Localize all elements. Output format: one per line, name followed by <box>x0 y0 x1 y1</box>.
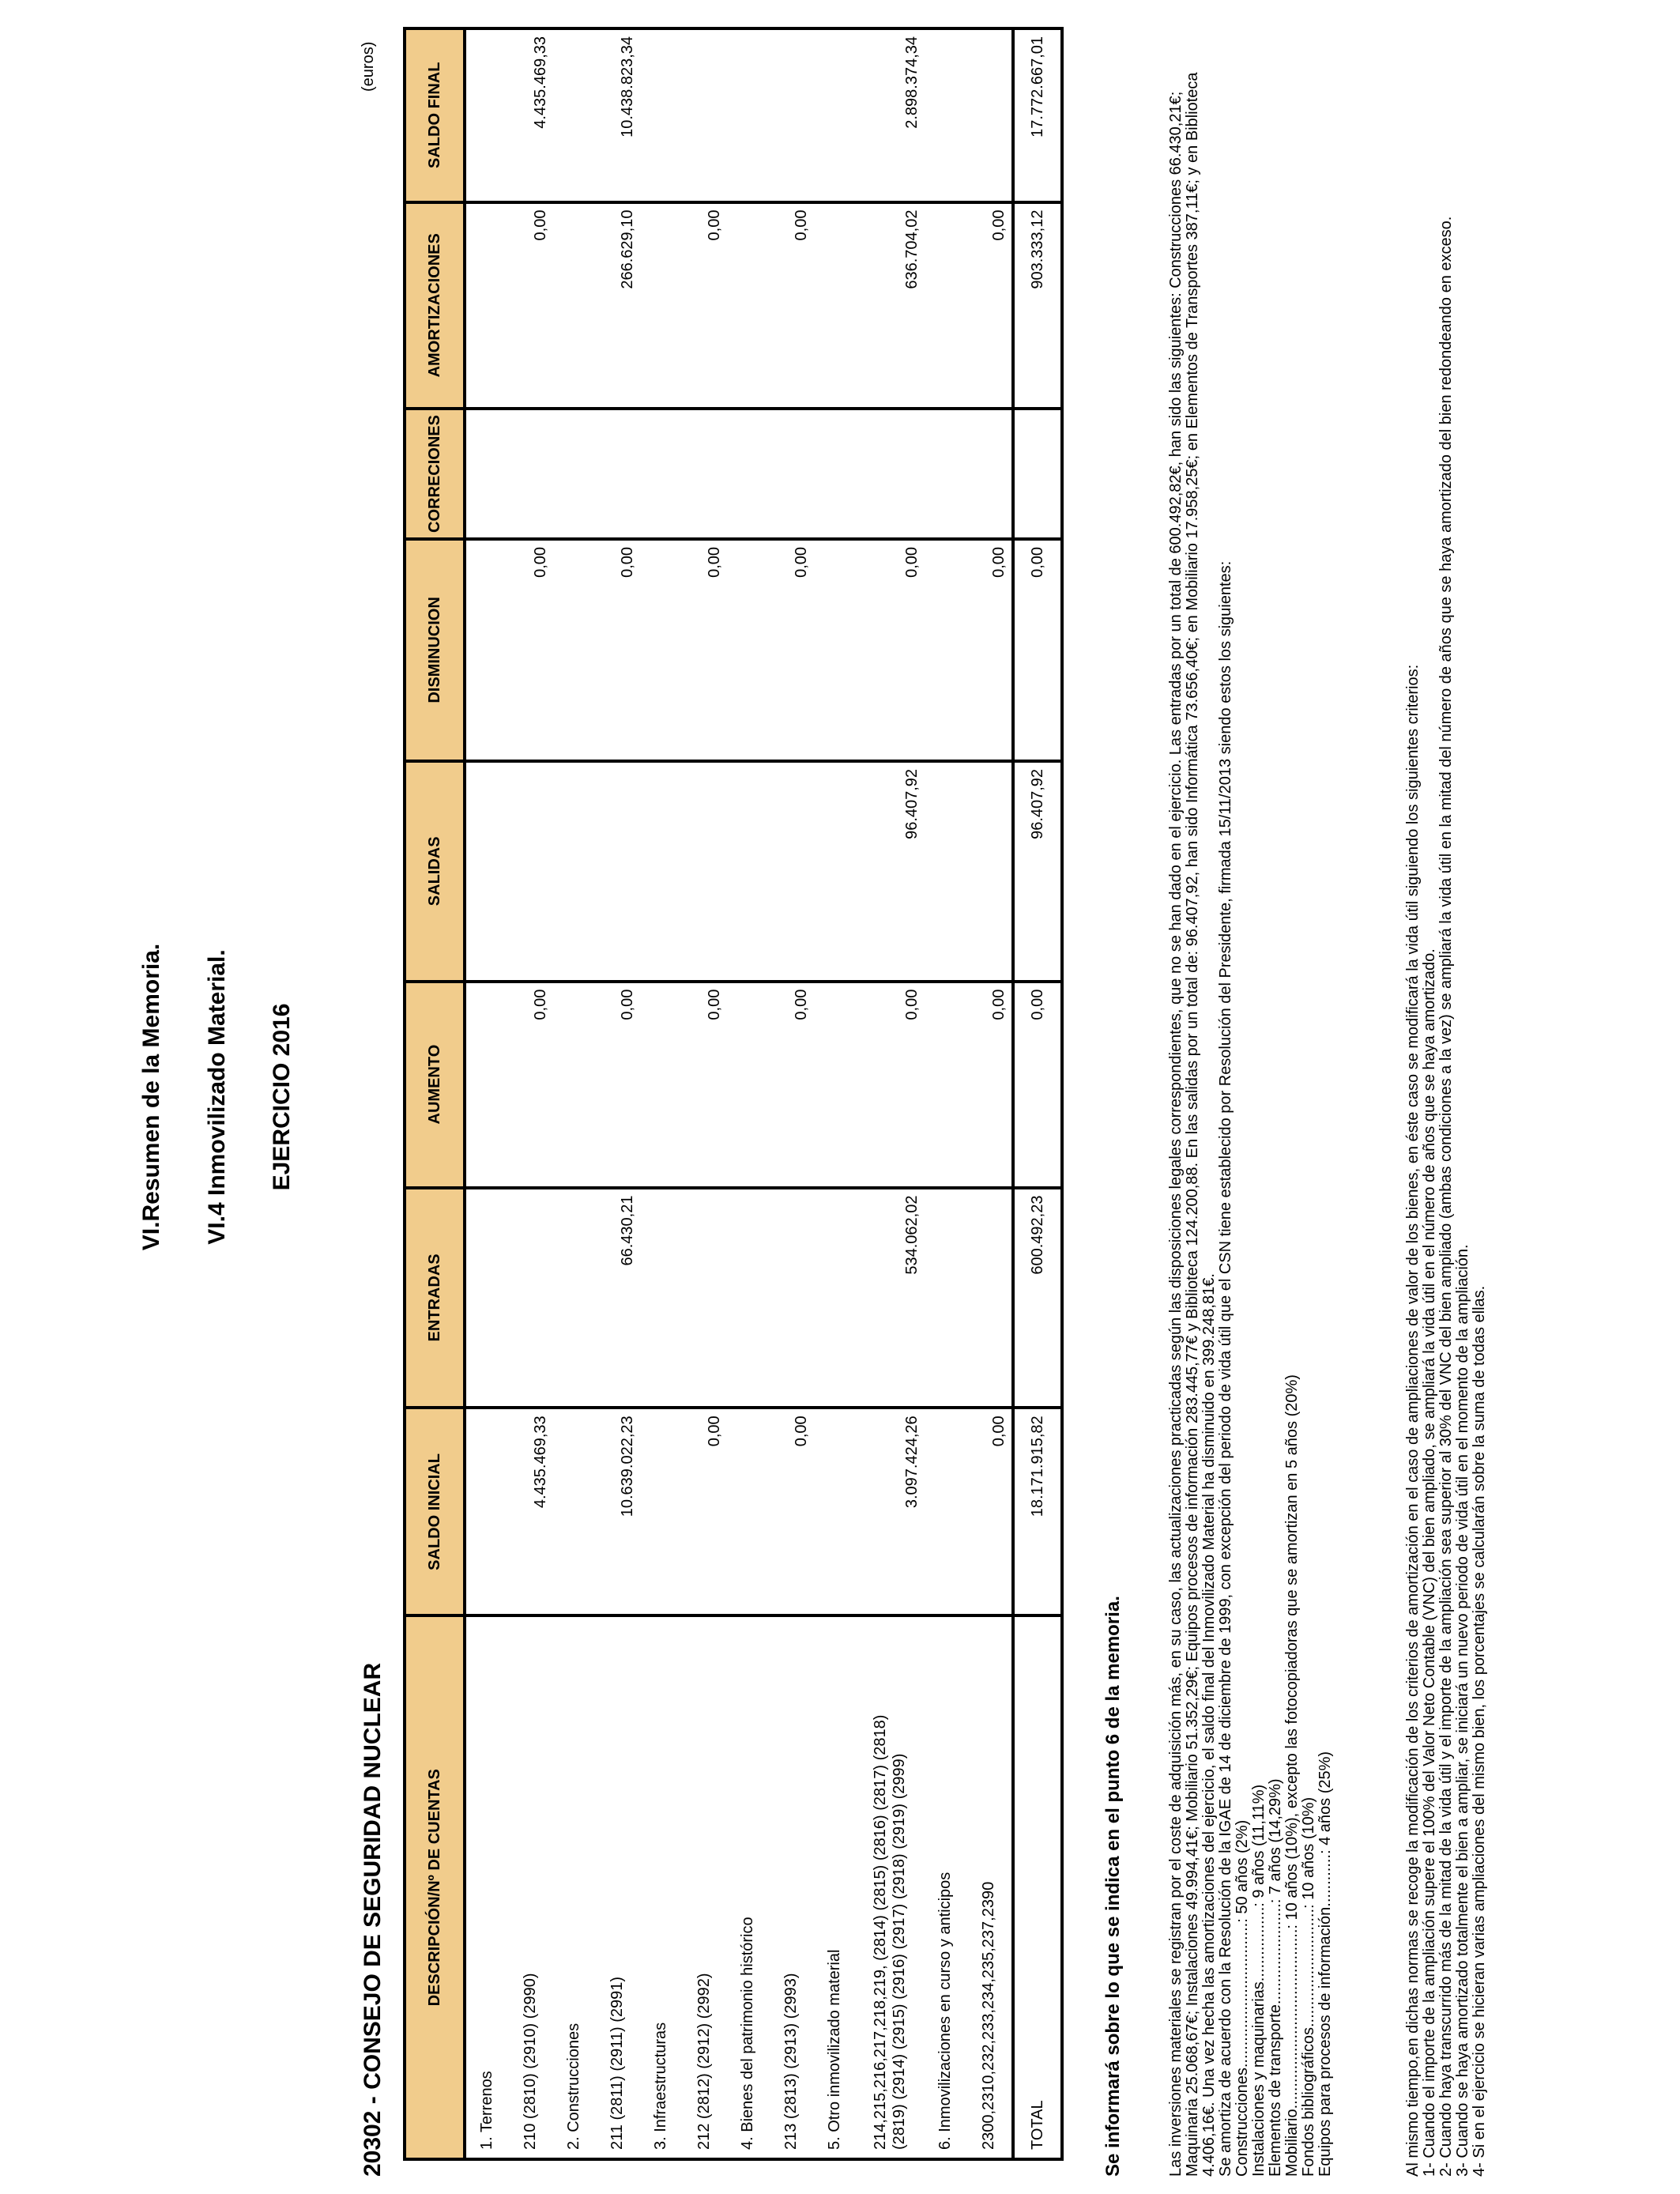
table-cell <box>465 202 507 409</box>
table-cell <box>465 1408 507 1615</box>
group-row <box>814 28 855 2159</box>
criteria-list <box>1422 27 1488 2177</box>
table-cell: 636.704,02 <box>855 202 925 409</box>
table-cell <box>727 1188 768 1408</box>
notes-paragraph-2: Se amortiza de acuerdo con la Resolución de la IGAE de 14 de diciembre de 1999, con excepción del periodo de vida útil que el CSN tiene establecido por Resolución del Presidente, firmada 15/11/2013 siendo estos los siguientes: <box>1217 560 1234 2177</box>
table-cell <box>553 761 594 982</box>
column-header: AUMENTO <box>405 982 465 1188</box>
table-cell: 0,00 <box>768 982 814 1188</box>
row-description <box>814 1615 855 2159</box>
section-title: VI.4 Inmovilizado Material. <box>204 949 230 1245</box>
fixed-assets-table <box>403 27 1064 2161</box>
table-cell: 0,00 <box>594 539 640 761</box>
table-cell <box>814 539 855 761</box>
column-header: DISMINUCION <box>405 539 465 761</box>
table-cell <box>768 1188 814 1408</box>
table-body <box>465 28 1062 2159</box>
table-cell: 0,00 <box>966 982 1013 1188</box>
table-cell <box>553 28 594 202</box>
row-description <box>681 1615 727 2159</box>
table-cell: 0,00 <box>768 202 814 409</box>
row-description <box>1013 1615 1062 2159</box>
table-cell <box>768 409 814 539</box>
table-cell <box>814 761 855 982</box>
description-text: 213 (2813) (2913) (2993) <box>782 1973 800 2150</box>
description-text: 2300,2310,232,233,234,235,237,2390 <box>980 1881 997 2150</box>
table-cell: 0,00 <box>681 1408 727 1615</box>
table-cell <box>814 1408 855 1615</box>
column-header: SALIDAS <box>405 761 465 982</box>
column-header: DESCRIPCIÓN/Nº DE CUENTAS <box>405 1615 465 2159</box>
group-row <box>640 28 681 2159</box>
useful-life-item: Equipos para procesos de información............: 4 años (25%) <box>1317 1751 1334 2177</box>
table-cell <box>814 409 855 539</box>
table-cell <box>553 409 594 539</box>
table-cell <box>465 409 507 539</box>
table-cell <box>727 761 768 982</box>
description-text: TOTAL <box>1029 2100 1046 2150</box>
table-cell <box>727 539 768 761</box>
table-cell: 600.492,23 <box>1013 1188 1062 1408</box>
table-cell <box>640 539 681 761</box>
table-cell: 0,00 <box>768 1408 814 1615</box>
table-cell <box>553 539 594 761</box>
row-description <box>855 1615 925 2159</box>
table-cell <box>681 28 727 202</box>
table-cell: 266.629,10 <box>594 202 640 409</box>
table-cell <box>925 409 966 539</box>
table-cell: 0,00 <box>507 202 553 409</box>
table-cell: 96.407,92 <box>1013 761 1062 982</box>
table-cell <box>814 982 855 1188</box>
table-cell <box>925 202 966 409</box>
table-cell: 0,00 <box>966 539 1013 761</box>
description-text: 2. Construcciones <box>565 2022 582 2150</box>
entity-name: 20302 - CONSEJO DE SEGURIDAD NUCLEAR <box>360 1662 386 2177</box>
column-header: SALDO INICIAL <box>405 1408 465 1615</box>
table-cell: 17.772.667,01 <box>1013 28 1062 202</box>
table-row <box>966 28 1013 2159</box>
fiscal-year-title: EJERCICIO 2016 <box>269 1003 295 1191</box>
table-cell: 2.898.374,34 <box>855 28 925 202</box>
useful-life-item: Elementos de transporte.......................: 7 años (14,29%) <box>1267 1778 1284 2177</box>
table-cell <box>553 202 594 409</box>
table-cell <box>925 1408 966 1615</box>
table-cell <box>553 982 594 1188</box>
table-cell <box>640 409 681 539</box>
table-cell <box>640 1408 681 1615</box>
criteria-block <box>1405 27 1488 2177</box>
row-description <box>640 1615 681 2159</box>
table-cell <box>925 761 966 982</box>
row-description <box>966 1615 1013 2159</box>
table-cell <box>814 28 855 202</box>
table-cell <box>465 761 507 982</box>
table-row <box>768 28 814 2159</box>
table-cell <box>814 1188 855 1408</box>
description-text: 211 (2811) (2911) (2991) <box>608 1976 626 2150</box>
table-cell <box>966 28 1013 202</box>
useful-life-list <box>1234 27 1334 2177</box>
description-text-continued: (2819) (2914) (2915) (2916) (2917) (2918) (2919) (2999) <box>891 1753 908 2150</box>
table-cell <box>465 1188 507 1408</box>
column-header: SALDO FINAL <box>405 28 465 202</box>
table-cell: 0,00 <box>855 982 925 1188</box>
table-cell: 0,00 <box>594 982 640 1188</box>
column-header: ENTRADAS <box>405 1188 465 1408</box>
table-cell: 0,00 <box>681 539 727 761</box>
row-description <box>768 1615 814 2159</box>
row-description <box>925 1615 966 2159</box>
table-header-row <box>405 28 465 2159</box>
column-header: AMORTIZACIONES <box>405 202 465 409</box>
description-text: 4. Bienes del patrimonio histórico <box>739 1917 756 2150</box>
table-cell: 18.171.915,82 <box>1013 1408 1062 1615</box>
notes-paragraph-3: Al mismo tiempo,en dichas normas se recoge la modificación de los criterios de amortización en el caso de ampliaciones de valor de los bienes, en éste caso se modificará la vida útil siguiendo los siguientes criterios: <box>1404 664 1422 2177</box>
criteria-item: 1- Cuando el importe de la ampliación supere el 100% del Valor Neto Contable (VNC) del bien ampliado, se ampliará la vida útil en el número de años que se haya amortizado. <box>1421 948 1438 2177</box>
total-row <box>1013 28 1062 2159</box>
group-row <box>465 28 507 2159</box>
table-cell: 66.430,21 <box>594 1188 640 1408</box>
table-cell <box>681 1188 727 1408</box>
useful-life-item: Construcciones.................................: 50 años (2%) <box>1234 1819 1251 2177</box>
table-cell <box>727 409 768 539</box>
table-cell: 0,00 <box>966 1408 1013 1615</box>
table-cell: 3.097.424,26 <box>855 1408 925 1615</box>
criteria-item: 4- Si en el ejercicio se hicieran varias ampliaciones del mismo bien, los porcentajes se calcularán sobre la suma de todas ellas. <box>1471 1285 1488 2177</box>
table-cell <box>465 28 507 202</box>
table-cell <box>966 1188 1013 1408</box>
table-cell: 534.062,02 <box>855 1188 925 1408</box>
table-cell <box>1013 409 1062 539</box>
memory-summary-title: VI.Resumen de la Memoria. <box>138 943 164 1251</box>
description-text: 3. Infraestructuras <box>652 2022 669 2150</box>
table-cell <box>966 409 1013 539</box>
table-cell: 0,00 <box>507 982 553 1188</box>
notes-paragraph-1: Las inversiones materiales se registran por el coste de adquisición más, en su caso, las actualizaciones practicadas según las disposiciones legales correspondientes, que no se han dado en el ejercicio. Las entradas por un total de 600.492,82€, han sido las siguientes: Construcciones 66.430,21€; Maquinaria 25.068,67€; Instalaciones 49.994,41€; Mobiliario 51.352,29€; Equipos procesos de información 283.445,77€ y Biblioteca 124.200,88. En las salidas por un total de: 96.407,92, han sido Informática 73.656,40€; en Mobiliario 17.958,25€; en Elementos de Transportes 387,11€; y en Biblioteca 4.406,16€. Una vez hecha las amortizaciones del ejercicio, el saldo final del Inmovilizado Material ha disminuido en 399.248,81€. <box>1167 72 1218 2177</box>
table-cell: 0,00 <box>966 202 1013 409</box>
description-text: 6. Inmovilizaciones en curso y anticipos <box>936 1872 954 2150</box>
table-cell <box>553 1408 594 1615</box>
table-cell <box>727 982 768 1188</box>
table-cell <box>465 982 507 1188</box>
row-description <box>507 1615 553 2159</box>
table-cell: 0,00 <box>507 539 553 761</box>
table-cell <box>727 28 768 202</box>
row-description <box>594 1615 640 2159</box>
table-cell: 903.333,12 <box>1013 202 1062 409</box>
table-cell <box>594 761 640 982</box>
table-cell <box>594 409 640 539</box>
useful-life-item: Instalaciones y maquinarias.................: 9 años (11,11%) <box>1250 1784 1268 2177</box>
table-row <box>681 28 727 2159</box>
table-cell <box>507 409 553 539</box>
table-cell <box>507 1188 553 1408</box>
description-text: 1. Terrenos <box>478 2071 495 2150</box>
table-cell <box>681 409 727 539</box>
row-description <box>553 1615 594 2159</box>
criteria-item: 3- Cuando se haya amortizado totalmente el bien a ampliar, se iniciará un nuevo periodo de vida útil en el momento de la ampliación. <box>1454 1244 1471 2177</box>
table-cell <box>507 761 553 982</box>
column-header: CORRECIONES <box>405 409 465 539</box>
table-cell <box>855 409 925 539</box>
table-cell <box>681 761 727 982</box>
currency-units: (euros) <box>360 41 377 92</box>
table-cell: 0,00 <box>1013 539 1062 761</box>
table-cell <box>966 761 1013 982</box>
description-text: 212 (2812) (2912) (2992) <box>695 1973 713 2150</box>
group-row <box>925 28 966 2159</box>
group-row <box>553 28 594 2159</box>
group-row <box>727 28 768 2159</box>
table-cell <box>925 28 966 202</box>
description-text: 214,215,216,217,218,219, (2814) (2815) (2816) (2817) (2818) <box>872 1714 889 2150</box>
useful-life-item: Mobiliario.........................................: 10 años (10%), excepto las fotocopiadoras que se amortizan en 5 años (20%) <box>1283 1374 1301 2177</box>
table-cell <box>727 1408 768 1615</box>
table-cell <box>465 539 507 761</box>
criteria-item: 2- Cuando haya transcurrido más de la mitad de la vida útil y el importe de la ampliación sea superior al 30% del VNC del bien ampliado (ambas condiciones a la vez) se ampliará la vida útil en la mitad del número de años que se haya amortizado del bien redondeando en exceso. <box>1437 216 1455 2177</box>
table-cell: 96.407,92 <box>855 761 925 982</box>
description-text: 5. Otro inmovilizado material <box>826 1949 843 2150</box>
table-cell <box>925 982 966 1188</box>
table-row <box>594 28 640 2159</box>
table-cell <box>640 761 681 982</box>
table-cell <box>768 28 814 202</box>
notes-block <box>1168 27 1334 2177</box>
row-description <box>727 1615 768 2159</box>
table-cell <box>814 202 855 409</box>
table-cell <box>925 539 966 761</box>
table-cell <box>640 28 681 202</box>
table-cell: 10.639.022,23 <box>594 1408 640 1615</box>
table-cell <box>640 202 681 409</box>
table-row <box>507 28 553 2159</box>
row-description <box>465 1615 507 2159</box>
table-cell: 0,00 <box>768 539 814 761</box>
table-cell <box>640 982 681 1188</box>
table-cell <box>925 1188 966 1408</box>
table-cell: 0,00 <box>1013 982 1062 1188</box>
memory-reference-note: Se informará sobre lo que se indica en el punto 6 de la memoria. <box>1102 1596 1124 2177</box>
table-cell: 0,00 <box>855 539 925 761</box>
table-cell <box>727 202 768 409</box>
table-row <box>855 28 925 2159</box>
table-cell <box>768 761 814 982</box>
table-cell <box>640 1188 681 1408</box>
table-cell: 4.435.469,33 <box>507 28 553 202</box>
table-cell <box>553 1188 594 1408</box>
table-cell: 10.438.823,34 <box>594 28 640 202</box>
table-cell: 4.435.469,33 <box>507 1408 553 1615</box>
table-cell: 0,00 <box>681 982 727 1188</box>
description-text: 210 (2810) (2910) (2990) <box>522 1973 539 2150</box>
useful-life-item: Fondos bibliográficos...........................: 10 años (10%) <box>1300 1796 1317 2177</box>
table-cell: 0,00 <box>681 202 727 409</box>
